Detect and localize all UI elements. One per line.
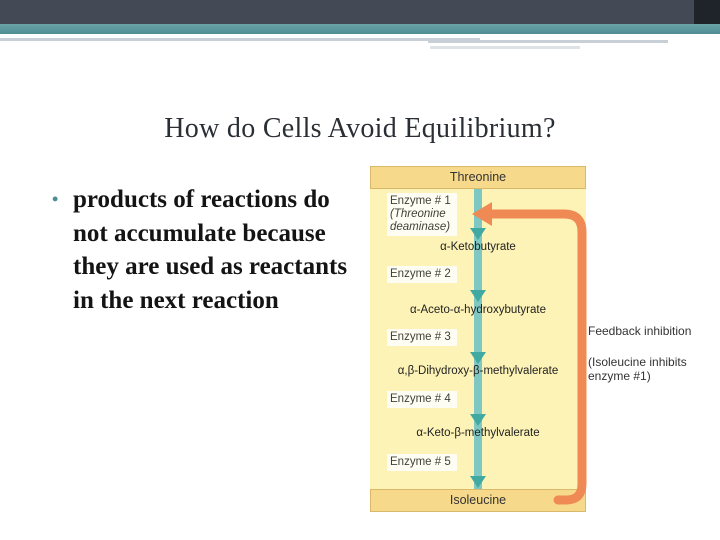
enzyme-1-label: Enzyme # 1 — [390, 195, 451, 207]
intermediate-3: α,β-Dihydroxy-β-methylvalerate — [397, 365, 559, 377]
threonine-box: Threonine — [370, 166, 586, 189]
feedback-arrow-path — [488, 214, 582, 500]
enzyme-4-label: Enzyme # 4 — [390, 393, 451, 405]
enzyme-5-label: Enzyme # 5 — [390, 456, 451, 468]
bullet-marker: • — [52, 189, 59, 209]
slide-title-text: How do Cells Avoid Equilibrium? — [164, 113, 556, 144]
feedback-arrow-head — [472, 202, 492, 226]
isoleucine-box: Isoleucine — [370, 489, 586, 512]
enzyme-2-label: Enzyme # 2 — [390, 268, 451, 280]
bullet-text: products of reactions do not accumulate because they are used as reactants in the next reaction — [73, 186, 348, 314]
enzyme-1-note: deaminase) — [390, 221, 451, 233]
feedback-note — [588, 355, 687, 383]
enzyme-3-label: Enzyme # 3 — [390, 331, 451, 343]
intermediate-4: α-Keto-β-methylvalerate — [416, 427, 540, 439]
intermediate-2: α-Aceto-α-hydroxybutyrate — [409, 304, 546, 316]
feedback-note-line: (Isoleucine inhibits — [588, 355, 687, 369]
feedback-note-line: enzyme #1) — [588, 369, 651, 383]
intermediate-1: α-Ketobutyrate — [440, 241, 516, 253]
enzyme-1-note: (Threonine — [390, 208, 446, 220]
feedback-label: Feedback inhibition — [588, 324, 692, 338]
